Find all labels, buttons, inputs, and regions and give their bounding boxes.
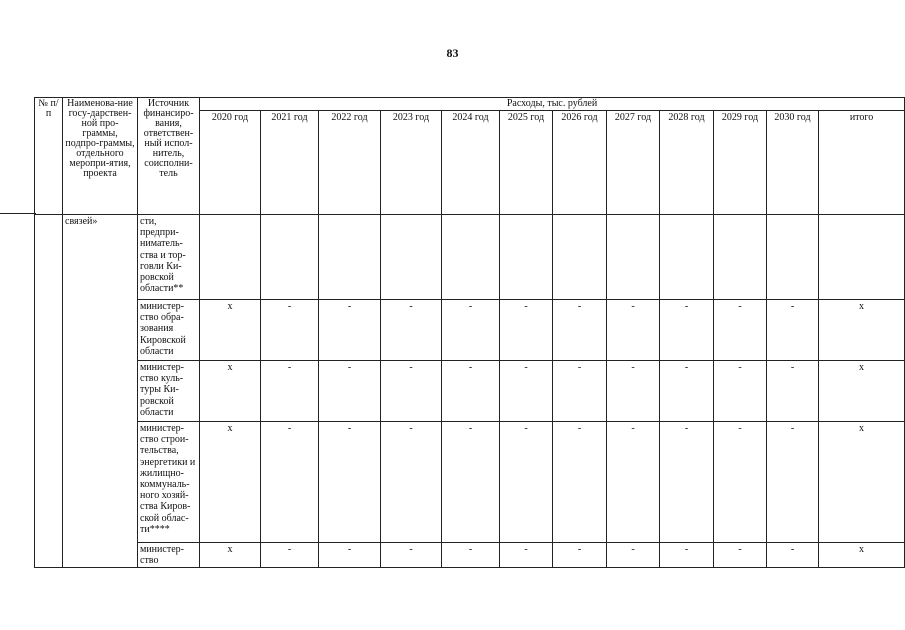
column-header-no: № п/п (35, 98, 63, 215)
value-cell: - (319, 300, 381, 361)
total-cell (819, 215, 905, 300)
source-cell: министер-ство обра-зования Кировской области (138, 300, 200, 361)
table-row (35, 300, 905, 361)
total-cell: x (819, 361, 905, 422)
total-cell: x (819, 543, 905, 568)
value-cell (500, 215, 553, 300)
value-cell: - (607, 422, 660, 543)
source-cell: сти, предпри-ниматель-ства и тор-говли Ки-ровской области** (138, 215, 200, 300)
value-cell: - (261, 422, 319, 543)
value-cell: - (261, 543, 319, 568)
value-cell (553, 215, 607, 300)
value-cell: x (200, 300, 261, 361)
table-row (35, 361, 905, 422)
year-header: 2030 год (767, 111, 819, 215)
value-cell: - (767, 422, 819, 543)
value-cell: - (319, 361, 381, 422)
value-cell (442, 215, 500, 300)
value-cell: - (660, 422, 714, 543)
column-header-source: Источник финансиро-вания, ответствен-ный испол-нитель, соисполни-тель (138, 98, 200, 215)
value-cell: - (500, 361, 553, 422)
value-cell: x (200, 422, 261, 543)
value-cell: - (607, 300, 660, 361)
year-header: 2023 год (381, 111, 442, 215)
value-cell: - (381, 300, 442, 361)
value-cell (319, 215, 381, 300)
table-row (35, 422, 905, 543)
value-cell: - (553, 422, 607, 543)
total-cell: x (819, 422, 905, 543)
value-cell: - (714, 422, 767, 543)
value-cell: - (442, 361, 500, 422)
value-cell: - (261, 361, 319, 422)
value-cell: - (261, 300, 319, 361)
value-cell: x (200, 361, 261, 422)
table-row (35, 543, 905, 568)
value-cell: - (553, 361, 607, 422)
value-cell: - (381, 361, 442, 422)
value-cell: - (500, 422, 553, 543)
header-row-top (35, 98, 905, 111)
value-cell: - (607, 543, 660, 568)
value-cell (607, 215, 660, 300)
row-number-cell (35, 215, 63, 568)
year-header: 2029 год (714, 111, 767, 215)
year-header: 2028 год (660, 111, 714, 215)
value-cell (261, 215, 319, 300)
value-cell: - (500, 543, 553, 568)
value-cell: x (200, 543, 261, 568)
year-header: 2024 год (442, 111, 500, 215)
column-header-name: Наименова-ние госу-дарствен-ной про-граммы, подпро-граммы, отдельного меропри-ятия, проекта (63, 98, 138, 215)
year-header: 2026 год (553, 111, 607, 215)
value-cell (381, 215, 442, 300)
value-cell: - (714, 543, 767, 568)
value-cell (714, 215, 767, 300)
value-cell: - (714, 300, 767, 361)
expenses-table (34, 97, 905, 568)
source-cell: министер-ство куль-туры Ки-ровской области (138, 361, 200, 422)
value-cell: - (714, 361, 767, 422)
source-cell: министер-ство строи-тельства, энергетики и жилищно-коммуналь-ного хозяй-ства Киров-ской облас-ти**** (138, 422, 200, 543)
year-header: 2022 год (319, 111, 381, 215)
value-cell: - (500, 300, 553, 361)
page-number: 83 (446, 46, 459, 60)
value-cell: - (767, 543, 819, 568)
year-header: 2021 год (261, 111, 319, 215)
value-cell (660, 215, 714, 300)
value-cell: - (660, 361, 714, 422)
value-cell: - (660, 543, 714, 568)
table-row (35, 215, 905, 300)
divider-line (0, 213, 36, 214)
program-name-cell: связей» (63, 215, 138, 568)
value-cell (767, 215, 819, 300)
value-cell: - (381, 422, 442, 543)
total-cell: x (819, 300, 905, 361)
total-header: итого (819, 111, 905, 215)
value-cell: - (767, 300, 819, 361)
value-cell: - (660, 300, 714, 361)
value-cell: - (319, 543, 381, 568)
year-header: 2027 год (607, 111, 660, 215)
source-cell: министер-ство (138, 543, 200, 568)
value-cell: - (553, 543, 607, 568)
column-header-expenses: Расходы, тыс. рублей (200, 98, 905, 111)
value-cell: - (442, 300, 500, 361)
year-header: 2020 год (200, 111, 261, 215)
value-cell: - (767, 361, 819, 422)
value-cell (200, 215, 261, 300)
year-header: 2025 год (500, 111, 553, 215)
value-cell: - (442, 422, 500, 543)
value-cell: - (442, 543, 500, 568)
value-cell: - (607, 361, 660, 422)
value-cell: - (319, 422, 381, 543)
value-cell: - (553, 300, 607, 361)
value-cell: - (381, 543, 442, 568)
